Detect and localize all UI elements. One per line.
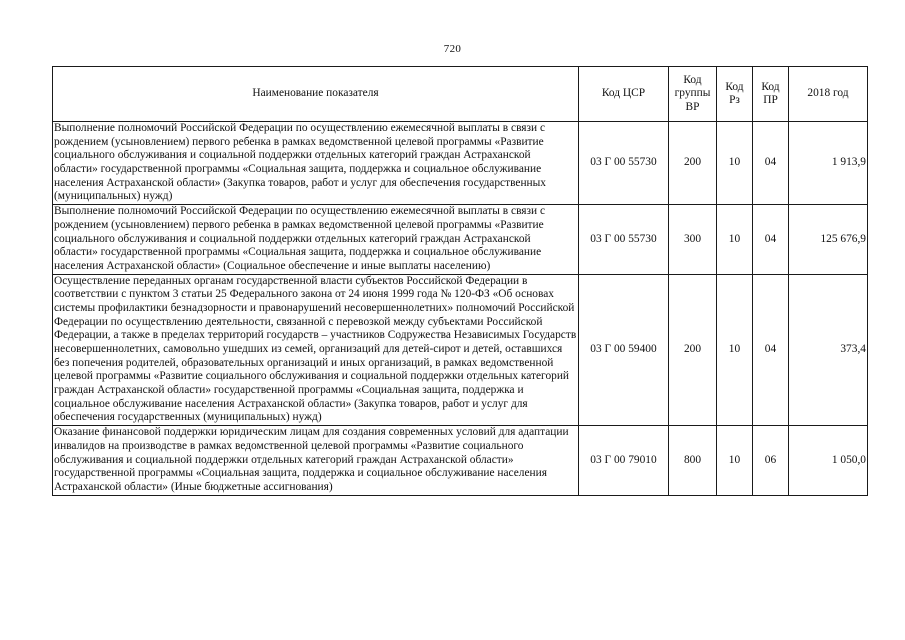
row-rz: 10: [717, 426, 753, 495]
table-row: [53, 426, 868, 495]
row-rz: 10: [717, 274, 753, 426]
header-vr-line-3: ВР: [685, 100, 700, 113]
table-row: [53, 122, 868, 205]
header-vr-line-1: Код: [683, 74, 702, 87]
header-rz-line-2: Рз: [729, 94, 740, 106]
row-vr: 300: [669, 205, 717, 274]
budget-table: [52, 66, 868, 496]
row-vr: 200: [669, 274, 717, 426]
table-header-row: [53, 67, 868, 122]
row-name: Осуществление переданных органам государственной власти субъектов Российской Федерации в соответствии с пунктом 3 статьи 25 Федерального закона от 24 июня 1999 года № 120-ФЗ «Об основах системы профилактики безнадзорности и правонарушений несовершеннолетних» полномочий Российской Федерации по осуществлению деятельности, связанной с перевозкой между субъектами Российской Федерации, а также в пределах территорий государств – участников Содружества Независимых Государств несовершеннолетних, самовольно ушедших из семей, организаций для детей-сирот и детей, оставшихся без попечения родителей, образовательных организаций и иных организаций, в рамках ведомственной целевой программы «Развитие социального обслуживания и социальной поддержки отдельных категорий граждан Астраханской области» государственной программы «Социальная защита, поддержка и социальное обслуживание населения Астраханской области» (Закупка товаров, работ и услуг для обеспечения государственных (муниципальных) нужд): [53, 274, 579, 426]
row-rz: 10: [717, 122, 753, 205]
table-row: [53, 205, 868, 274]
header-year: 2018 год: [789, 67, 868, 122]
row-csr: 03 Г 00 55730: [579, 122, 669, 205]
header-pr: [753, 67, 789, 122]
header-rz: [717, 67, 753, 122]
row-name: Оказание финансовой поддержки юридическим лицам для создания современных условий для адаптации инвалидов на производстве в рамках ведомственной целевой программы «Развитие социального обслуживания и социальной поддержки отдельных категорий граждан Астраханской области» государственной программы «Социальная защита, поддержка и социальное обслуживание населения Астраханской области» (Иные бюджетные ассигнования): [53, 426, 579, 495]
header-vr: [669, 67, 717, 122]
row-amount: 373,4: [789, 274, 868, 426]
header-pr-line-1: Код: [761, 80, 780, 93]
row-csr: 03 Г 00 55730: [579, 205, 669, 274]
row-name: Выполнение полномочий Российской Федерации по осуществлению ежемесячной выплаты в связи с рождением (усыновлением) первого ребенка в рамках ведомственной целевой программы «Развитие социального обслуживания и социальной поддержки отдельных категорий граждан Астраханской области» государственной программы «Социальная защита, поддержка и социальное обслуживание населения Астраханской области» (Социальное обеспечение и иные выплаты населению): [53, 205, 579, 274]
row-csr: 03 Г 00 59400: [579, 274, 669, 426]
row-rz: 10: [717, 205, 753, 274]
row-vr: 200: [669, 122, 717, 205]
row-amount: 1 913,9: [789, 122, 868, 205]
row-pr: 04: [753, 205, 789, 274]
header-rz-line-1: Код: [725, 80, 744, 93]
header-csr: Код ЦСР: [579, 67, 669, 122]
row-pr: 04: [753, 274, 789, 426]
row-csr: 03 Г 00 79010: [579, 426, 669, 495]
table-row: [53, 274, 868, 426]
page-number: 720: [443, 43, 462, 55]
row-amount: 1 050,0: [789, 426, 868, 495]
row-amount: 125 676,9: [789, 205, 868, 274]
row-pr: 06: [753, 426, 789, 495]
header-pr-line-2: ПР: [763, 94, 778, 106]
row-name: Выполнение полномочий Российской Федерации по осуществлению ежемесячной выплаты в связи с рождением (усыновлением) первого ребенка в рамках ведомственной целевой программы «Развитие социального обслуживания и социальной поддержки отдельных категорий граждан Астраханской области» государственной программы «Социальная защита, поддержка и социальное обслуживание населения Астраханской области» (Закупка товаров, работ и услуг для обеспечения государственных (муниципальных) нужд): [53, 122, 579, 205]
header-vr-line-2: группы: [674, 87, 711, 100]
row-pr: 04: [753, 122, 789, 205]
header-name: Наименование показателя: [53, 67, 579, 122]
row-vr: 800: [669, 426, 717, 495]
